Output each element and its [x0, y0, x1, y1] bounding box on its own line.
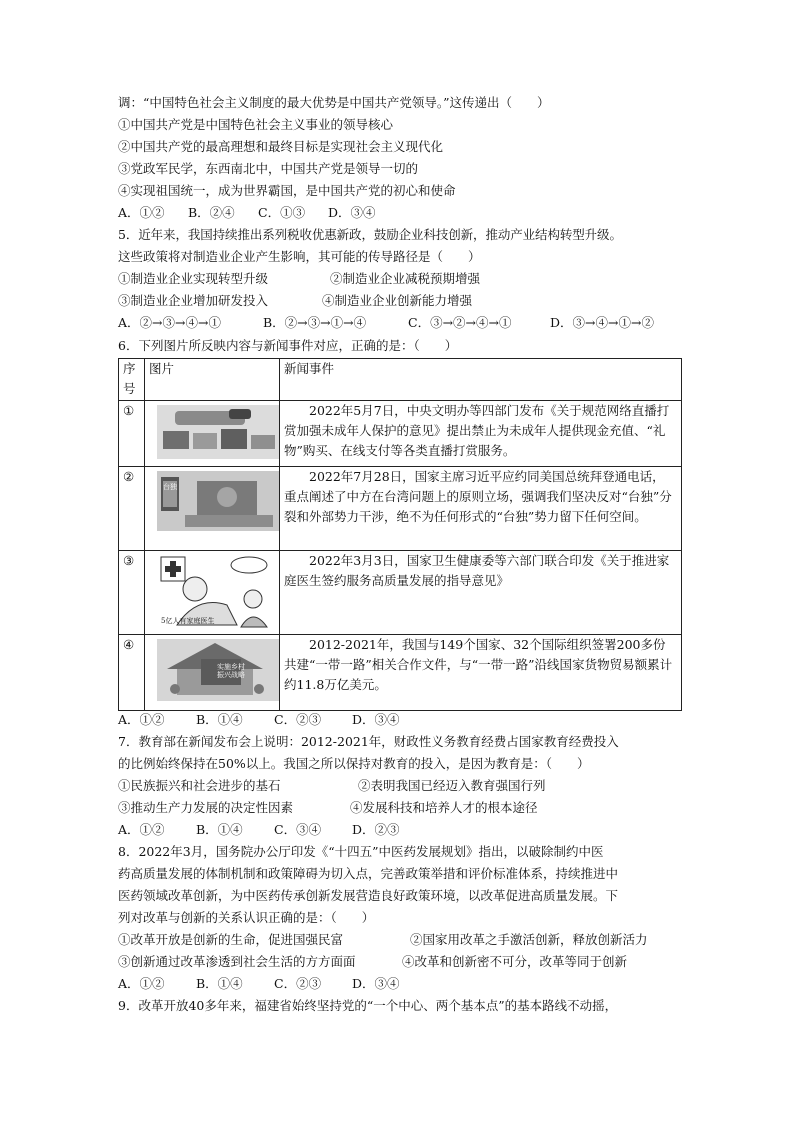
- q8-items-row2: [118, 952, 627, 972]
- q7-option-a[interactable]: A．①②: [118, 822, 165, 837]
- q6-row-news: 2022年3月3日，国家卫生健康委等六部门联合印发《关于推进家庭医生签约服务高质量发展的指导意见》: [280, 551, 682, 635]
- q4-option-b[interactable]: B．②④: [188, 205, 235, 220]
- q8-item-4: ④改革和创新密不可分，改革等同于创新: [402, 954, 628, 969]
- q5-option-b[interactable]: B．②→③→①→④: [263, 315, 367, 330]
- q6-header-row: [119, 359, 682, 401]
- q6-option-a[interactable]: A．①②: [118, 712, 165, 727]
- q7-items-row2: [118, 798, 538, 818]
- q4-option-c[interactable]: C．①③: [258, 205, 306, 220]
- q7-item-3: ③推动生产力发展的决定性因素: [118, 800, 294, 815]
- q6-row-picture: [145, 635, 280, 711]
- q6-header-news: 新闻事件: [280, 359, 682, 401]
- q8-item-3: ③创新通过改革渗透到社会生活的方方面面: [118, 954, 356, 969]
- q8-stem-line2: 药高质量发展的体制机制和政策障碍为切入点，完善政策举措和评价标准体系，持续推进中: [118, 866, 619, 881]
- q6-row-news: 2012-2021年，我国与149个国家、32个国际组织签署200多份共建“一带一路”相关合作文件，与“一带一路”沿线国家货物贸易额累计约11.8万亿美元。: [280, 635, 682, 711]
- q6-row-num: ②: [119, 467, 145, 551]
- q6-row-picture: [145, 467, 280, 551]
- q6-option-b[interactable]: B．①④: [196, 712, 243, 727]
- taiwan-independence-cartoon-image: [157, 471, 279, 531]
- q4-item-3: ③党政军民学，东西南北中，中国共产党是领导一切的: [118, 161, 419, 176]
- q4-stem: 调：“中国特色社会主义制度的最大优势是中国共产党领导。”这传递出（ ）: [118, 95, 550, 110]
- q6-row-news: 2022年7月28日，国家主席习近平应约同美国总统拜登通电话，重点阐述了中方在台湾问题上的原则立场，强调我们坚决反对“台独”分裂和外部势力干涉，绝不为任何形式的“台独”势力留下任何空间。: [280, 467, 682, 551]
- q5-options: [118, 313, 654, 333]
- q6-row-num: ④: [119, 635, 145, 711]
- q6-stem: 6．下列图片所反映内容与新闻事件对应，正确的是：（ ）: [118, 338, 458, 353]
- q6-row-num: ③: [119, 551, 145, 635]
- q8-stem-line4: 列对改革与创新的关系认识正确的是：（ ）: [118, 910, 375, 925]
- q5-stem-line2: 这些政策将对制造业企业产生影响，其可能的传导路径是（ ）: [118, 249, 481, 264]
- q8-option-a[interactable]: A．①②: [118, 976, 165, 991]
- q8-stem-line1: 8．2022年3月，国务院办公厅印发《“十四五”中医药发展规划》指出，以破除制约中医: [118, 844, 604, 859]
- house-label: 实施乡村振兴战略: [217, 663, 245, 679]
- q6-option-d[interactable]: D．③④: [352, 712, 400, 727]
- q7-option-d[interactable]: D．②③: [352, 822, 400, 837]
- q8-item-1: ①改革开放是创新的生命，促进国强民富: [118, 932, 344, 947]
- q6-header-num: 序 号: [119, 359, 145, 401]
- cartoon-caption: 5亿人有家庭医生: [161, 617, 215, 625]
- q5-option-a[interactable]: A．②→③→④→①: [118, 315, 221, 330]
- q5-items-row1: [118, 269, 480, 289]
- q6-row-num: ①: [119, 401, 145, 467]
- cartoon-label: 台独: [163, 483, 177, 491]
- q5-item-2: ②制造业企业减税预期增强: [330, 271, 481, 286]
- q6-row-picture: [145, 551, 280, 635]
- q7-stem-line2: 的比例始终保持在50%以上。我国之所以保持对教育的投入，是因为教育是：（ ）: [118, 756, 590, 771]
- q8-options: [118, 974, 400, 994]
- q5-option-c[interactable]: C．③→②→④→①: [408, 315, 512, 330]
- q6-header-pic: 图片: [145, 359, 280, 401]
- q8-item-2: ②国家用改革之手激活创新，释放创新活力: [410, 932, 648, 947]
- q4-option-d[interactable]: D．③④: [328, 205, 376, 220]
- livestream-gift-image: [157, 405, 279, 459]
- q6-options: [118, 710, 400, 730]
- q6-row-news: 2022年5月7日，中央文明办等四部门发布《关于规范网络直播打赏加强未成年人保护的意见》提出禁止为未成年人提供现金充值、“礼物”购买、在线支付等各类直播打赏服务。: [280, 401, 682, 467]
- q8-items-row1: [118, 930, 648, 950]
- q4-item-1: ①中国共产党是中国特色社会主义事业的领导核心: [118, 117, 394, 132]
- q5-item-4: ④制造业企业创新能力增强: [322, 293, 473, 308]
- q8-option-b[interactable]: B．①④: [196, 976, 243, 991]
- q5-item-1: ①制造业企业实现转型升级: [118, 271, 269, 286]
- q4-option-a[interactable]: A．①②: [118, 205, 165, 220]
- q8-option-c[interactable]: C．②③: [274, 976, 322, 991]
- q7-item-2: ②表明我国已经迈入教育强国行列: [358, 778, 546, 793]
- q8-stem-line3: 医药领域改革创新，为中医药传承创新发展营造良好政策环境，以改革促进高质量发展。下: [118, 888, 619, 903]
- q7-item-1: ①民族振兴和社会进步的基石: [118, 778, 281, 793]
- q7-items-row1: [118, 776, 546, 796]
- q6-row: [119, 467, 682, 551]
- q9-stem: 9．改革开放40多年来，福建省始终坚持党的“一个中心、两个基本点”的基本路线不动摇，: [118, 998, 618, 1013]
- q7-options: [118, 820, 400, 840]
- q4-item-4: ④实现祖国统一，成为世界霸国，是中国共产党的初心和使命: [118, 183, 456, 198]
- q5-item-3: ③制造业企业增加研发投入: [118, 293, 269, 308]
- q7-option-c[interactable]: C．③④: [274, 822, 322, 837]
- q7-item-4: ④发展科技和培养人才的根本途径: [350, 800, 538, 815]
- q6-row: [119, 551, 682, 635]
- q4-options: [118, 203, 376, 223]
- q4-item-2: ②中国共产党的最高理想和最终目标是实现社会主义现代化: [118, 139, 444, 154]
- q7-option-b[interactable]: B．①④: [196, 822, 243, 837]
- q5-stem-line1: 5．近年来，我国持续推出系列税收优惠新政，鼓励企业科技创新，推动产业结构转型升级。: [118, 227, 622, 242]
- q6-row: [119, 635, 682, 711]
- q6-row-picture: [145, 401, 280, 467]
- q8-option-d[interactable]: D．③④: [352, 976, 400, 991]
- q5-items-row2: [118, 291, 472, 311]
- q5-option-d[interactable]: D．③→④→①→②: [550, 315, 654, 330]
- q6-row: [119, 401, 682, 467]
- q6-table: [118, 358, 682, 711]
- q6-option-c[interactable]: C．②③: [274, 712, 322, 727]
- q7-stem-line1: 7．教育部在新闻发布会上说明：2012-2021年，财政性义务教育经费占国家教育经费投入: [118, 734, 619, 749]
